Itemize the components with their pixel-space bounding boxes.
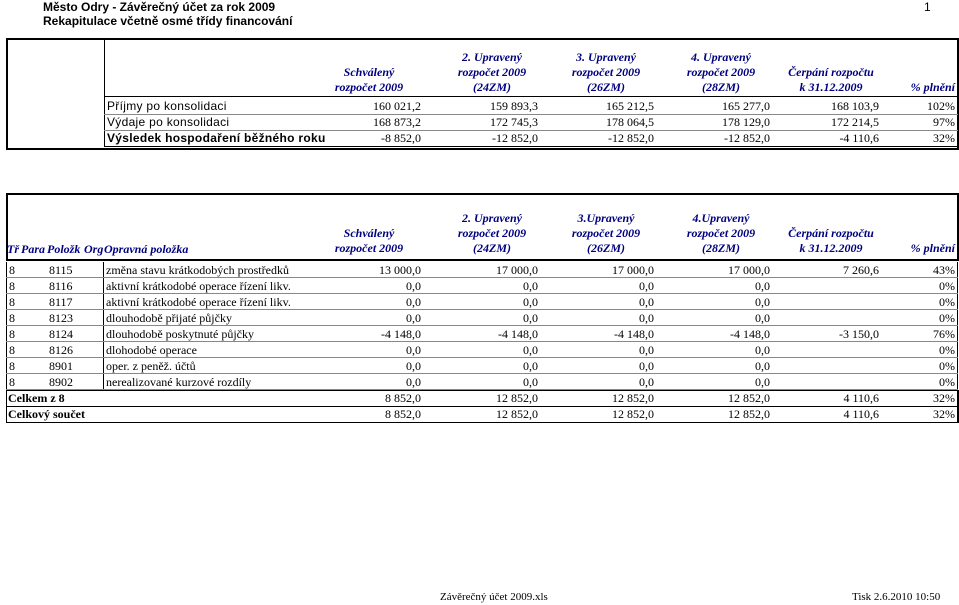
table2-cell: -4 148,0 [498,327,538,341]
table1-cell: -12 852,0 [724,131,770,145]
table2-col-header: rozpočet 2009 [571,226,641,240]
table1-col-header: (24ZM) [473,80,511,94]
table2-cell: 0% [939,311,955,325]
footer-filename: Závěrečný účet 2009.xls [440,591,548,603]
table1-cell: -8 852,0 [381,131,421,145]
table2-left-header: Org [84,242,104,256]
table2-item-code: 8116 [49,279,73,293]
table1-col-header: 3. Upravený [576,50,636,64]
table1-divider [104,97,105,147]
table1-cell: 97% [933,115,955,129]
table1-cell: 168 873,2 [373,115,421,129]
table1-cell: 178 064,5 [606,115,654,129]
table1-col-header: Čerpání rozpočtu [788,65,874,79]
table1-col-header: 2. Upravený [462,50,522,64]
table1-cell: 165 212,5 [606,99,654,113]
table2-col-header: 2. Upravený [462,211,522,225]
table2-cell: 0,0 [406,279,421,293]
table2-row-rule [6,277,958,278]
table2-cell: 0,0 [639,343,654,357]
table2-cell: 17 000,0 [612,263,654,277]
table2-left-header: Položk [47,242,81,256]
table2-total-cell: 4 110,6 [843,391,879,405]
table2-cell: -3 150,0 [839,327,879,341]
table2-cell: 0% [939,359,955,373]
table2-item-code: 8124 [49,327,73,341]
table2-row-label: nerealizované kurzové rozdíly [106,375,252,389]
table2-row-label: dlohodobé operace [106,343,197,357]
table1-cell: 178 129,0 [722,115,770,129]
table2-row-rule [6,341,958,342]
table2-cell: 13 000,0 [379,263,421,277]
table1-cell: -4 110,6 [839,131,879,145]
table2-left-header: Tř [7,242,19,256]
table2-cell: 0% [939,343,955,357]
table2-col-header: rozpočet 2009 [334,241,404,255]
table2-cell: -4 148,0 [381,327,421,341]
table2-cell: 0,0 [406,375,421,389]
table2-cell: 0,0 [755,311,770,325]
table2-cell: 0,0 [639,279,654,293]
table2-total-cell: 4 110,6 [843,407,879,421]
table1-cell: 32% [933,131,955,145]
table1-col-header: (28ZM) [702,80,740,94]
table2-cell: 17 000,0 [496,263,538,277]
table1-cell: 165 277,0 [722,99,770,113]
table2-row-rule [6,325,958,326]
footer-print-info: Tisk 2.6.2010 10:50 [852,591,941,603]
table2-item-code: 8901 [49,359,73,373]
table2-row-label: změna stavu krátkodobých prostředků [106,263,289,277]
table2-item-code: 8902 [49,375,73,389]
table1-col-header: k 31.12.2009 [799,80,863,94]
table1-divider [104,39,105,97]
table2-cell: 0,0 [755,343,770,357]
table2-col-header: (28ZM) [702,241,740,255]
table2-total-frame [6,390,959,407]
table2-cell: 0,0 [406,311,421,325]
table2-total-cell: 32% [933,407,955,421]
table2-row-rule [6,373,958,374]
table2-row-rule [6,357,958,358]
table2-cell: 0,0 [523,295,538,309]
table2-item-code: 8117 [49,295,73,309]
table2-cell: 0,0 [639,295,654,309]
table2-cell: -4 148,0 [730,327,770,341]
table2-item-code: 8115 [49,263,73,277]
table2-cell: 0,0 [755,359,770,373]
table2-total-cell: 12 852,0 [612,407,654,421]
table1-cell: 160 021,2 [373,99,421,113]
table2-cell: 17 000,0 [728,263,770,277]
table2-left-header: Para [21,242,45,256]
table2-cell: 0,0 [639,375,654,389]
table2-cell: 0% [939,279,955,293]
table2-col-header: (24ZM) [473,241,511,255]
table2-cell: 0,0 [406,295,421,309]
table2-row-rule [6,293,958,294]
table2-row-rule [6,309,958,310]
table1-rule [104,96,958,97]
table2-row-label: aktivní krátkodobé operace řízení likv. [106,295,291,309]
table2-cell: 0,0 [523,375,538,389]
table2-left-header: Opravná položka [104,242,189,256]
table2-cell: 0% [939,375,955,389]
table1-cell: 168 103,9 [831,99,879,113]
table2-col-header: Schválený [343,226,395,240]
table1-row-label: Výdaje po konsolidaci [107,115,230,129]
table2-class: 8 [9,327,15,341]
table2-cell: 0,0 [523,359,538,373]
table1-cell: -12 852,0 [492,131,538,145]
table2-row-label: oper. z peněž. účtů [106,359,196,373]
table1-rule [104,146,958,147]
table1-cell: 102% [927,99,955,113]
table2-col-header: rozpočet 2009 [686,226,756,240]
table2-cell: 0,0 [755,279,770,293]
table1-cell: 172 745,3 [490,115,538,129]
table2-class: 8 [9,359,15,373]
table2-total-cell: 12 852,0 [728,391,770,405]
table2-col-header: 4.Upravený [692,211,750,225]
table2-total-label: Celkem z 8 [8,391,65,405]
document-title: Město Odry - Závěrečný účet za rok 2009 [43,0,276,14]
table2-cell: 76% [933,327,955,341]
table1-col-header: 4. Upravený [691,50,751,64]
table1-row-label: Příjmy po konsolidaci [107,99,227,113]
table1-divider [957,97,958,147]
table2-cell: 0,0 [755,375,770,389]
table1-cell: 172 214,5 [831,115,879,129]
table2-col-header: 3.Upravený [577,211,635,225]
table1-col-header: % plnění [910,80,955,94]
table1-row-label: Výsledek hospodaření běžného roku [107,131,326,145]
table1-col-header: rozpočet 2009 [686,65,756,79]
table2-total-cell: 8 852,0 [385,391,421,405]
table2-cell: 0,0 [523,343,538,357]
table2-cell: 0,0 [406,343,421,357]
table2-divider [103,262,104,390]
table1-col-header: (26ZM) [587,80,625,94]
table1-col-header: rozpočet 2009 [334,80,404,94]
table2-cell: 0,0 [639,359,654,373]
table2-item-code: 8123 [49,311,73,325]
table2-class: 8 [9,295,15,309]
table2-total-cell: 12 852,0 [496,407,538,421]
table2-cell: 0,0 [523,279,538,293]
document-subtitle: Rekapitulace včetně osmé třídy financování [43,14,293,28]
table2-cell: 0,0 [639,311,654,325]
table2-cell: -4 148,0 [614,327,654,341]
table2-class: 8 [9,375,15,389]
table2-row-label: dlouhodobě přijaté půjčky [106,311,232,325]
table2-class: 8 [9,279,15,293]
table1-cell: 159 893,3 [490,99,538,113]
table2-col-header: (26ZM) [587,241,625,255]
table2-cell: 43% [933,263,955,277]
table1-col-header: rozpočet 2009 [571,65,641,79]
table2-class: 8 [9,311,15,325]
page-number: 1 [924,0,931,14]
table2-item-code: 8126 [49,343,73,357]
table2-cell: 0,0 [406,359,421,373]
table2-total-cell: 8 852,0 [385,407,421,421]
table2-total-frame [6,406,959,423]
table2-total-cell: 12 852,0 [728,407,770,421]
table2-cell: 0,0 [523,311,538,325]
table2-total-cell: 32% [933,391,955,405]
table2-total-cell: 12 852,0 [612,391,654,405]
table2-col-header: rozpočet 2009 [457,226,527,240]
table1-cell: -12 852,0 [608,131,654,145]
table2-col-header: k 31.12.2009 [799,241,863,255]
table2-col-header: Čerpání rozpočtu [788,226,874,240]
table2-class: 8 [9,343,15,357]
table1-col-header: Schválený [343,65,395,79]
table2-class: 8 [9,263,15,277]
table2-total-label: Celkový součet [8,407,85,421]
table1-col-header: rozpočet 2009 [457,65,527,79]
table2-cell: 0% [939,295,955,309]
table2-cell: 7 260,6 [843,263,879,277]
table2-row-label: aktivní krátkodobé operace řízení likv. [106,279,291,293]
table2-row-label: dlouhodobě poskytnuté půjčky [106,327,254,341]
table2-total-cell: 12 852,0 [496,391,538,405]
table2-cell: 0,0 [755,295,770,309]
table2-col-header: % plnění [910,241,955,255]
